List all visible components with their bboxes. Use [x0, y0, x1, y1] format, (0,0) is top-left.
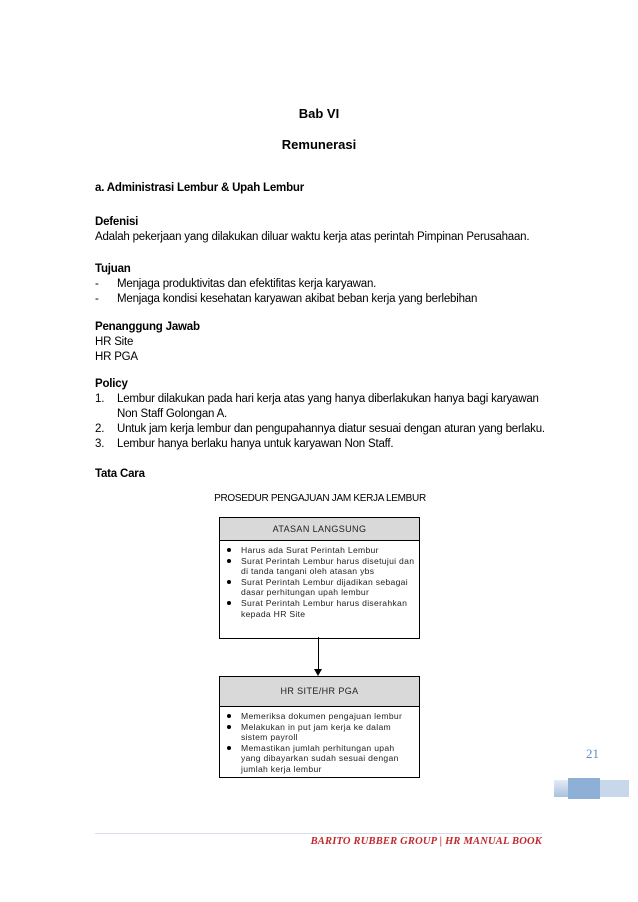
purpose-heading: Tujuan	[95, 263, 131, 275]
list-item: 2. Untuk jam kerja lembur dan pengupahannya diatur sesuai dengan aturan yang berlaku.	[95, 423, 545, 435]
flow-box-body	[220, 707, 419, 775]
list-item: Surat Perintah Lembur harus disetujui dan di tanda tangani oleh atasan ybs	[224, 556, 415, 577]
flow-box-atasan	[219, 517, 420, 639]
flow-arrow-line	[318, 637, 319, 673]
footer-text: BARITO RUBBER GROUP | HR MANUAL BOOK	[310, 836, 542, 847]
list-item: Surat Perintah Lembur dijadikan sebagai dasar perhitungan upah lembur	[224, 577, 415, 598]
list-item: 3. Lembur hanya berlaku hanya untuk karyawan Non Staff.	[95, 438, 394, 450]
list-item: - Menjaga kondisi kesehatan karyawan akibat beban kerja yang berlebihan	[95, 293, 478, 305]
page-tab-decoration	[554, 778, 629, 799]
list-item: Surat Perintah Lembur harus diserahkan kepada HR Site	[224, 598, 415, 619]
purpose-list	[95, 277, 477, 307]
flow-box-header: HR SITE/HR PGA	[220, 677, 419, 707]
procedure-heading: Tata Cara	[95, 468, 145, 480]
responsible-heading: Penanggung Jawab	[95, 321, 200, 333]
responsible-item: HR Site	[95, 336, 134, 348]
chapter-title: Remunerasi	[281, 137, 357, 152]
chapter-number: Bab VI	[298, 106, 340, 121]
flow-box-header: ATASAN LANGSUNG	[220, 518, 419, 541]
definition-heading: Defenisi	[95, 216, 139, 228]
list-item: Memastikan jumlah perhitungan upah yang dibayarkan sudah sesuai dengan jumlah kerja lembur	[224, 743, 415, 775]
list-item: - Menjaga produktivitas dan efektifitas kerja karyawan.	[95, 278, 377, 290]
definition-text: Adalah pekerjaan yang dilakukan diluar waktu kerja atas perintah Pimpinan Perusahaan.	[95, 231, 530, 243]
footer-divider	[95, 833, 542, 834]
section-title: a. Administrasi Lembur & Upah Lembur	[95, 182, 304, 194]
policy-heading: Policy	[95, 378, 128, 390]
flowchart-title: PROSEDUR PENGAJUAN JAM KERJA LEMBUR	[214, 493, 426, 504]
list-item: Melakukan in put jam kerja ke dalam sistem payroll	[224, 722, 415, 743]
flow-box-hr	[219, 676, 420, 778]
page-number: 21	[586, 746, 599, 761]
list-item: Harus ada Surat Perintah Lembur	[224, 545, 415, 556]
list-item: Memeriksa dokumen pengajuan lembur	[224, 711, 415, 722]
list-item: 1. Lembur dilakukan pada hari kerja atas yang hanya diberlakukan hanya bagi karyawan Non Staff Golongan A.	[95, 393, 539, 420]
flow-box-body	[220, 541, 419, 619]
flow-arrow-head	[314, 669, 322, 676]
responsible-item: HR PGA	[95, 351, 138, 363]
policy-list	[95, 392, 555, 452]
